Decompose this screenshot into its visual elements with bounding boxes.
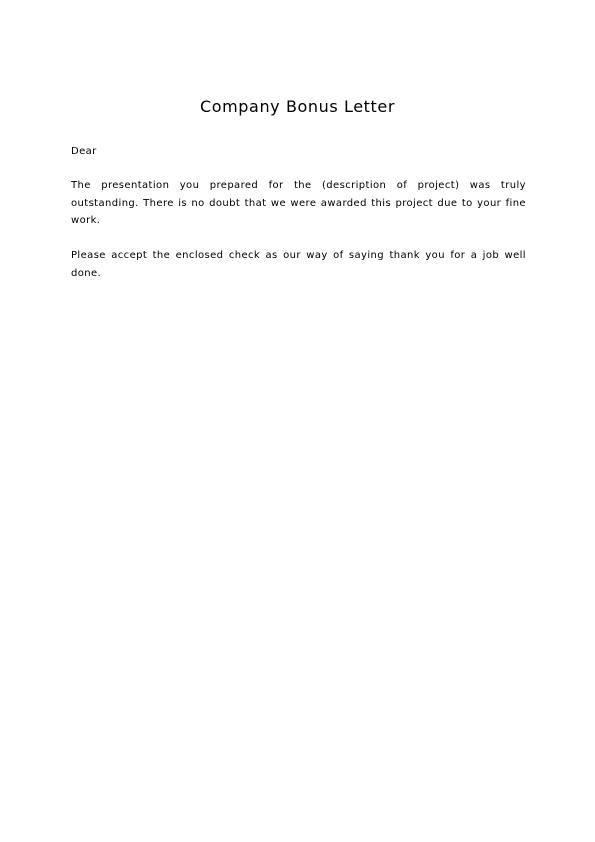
salutation: Dear [71, 146, 97, 157]
paragraph-presentation: The presentation you prepared for the (description of project) was truly outstanding. There is no doubt that we were awarded this project due to your fine work. [71, 180, 526, 226]
paragraph-enclosed-check: Please accept the enclosed check as our way of saying thank you for a job well done. [71, 250, 526, 279]
letter-title: Company Bonus Letter [199, 97, 396, 116]
